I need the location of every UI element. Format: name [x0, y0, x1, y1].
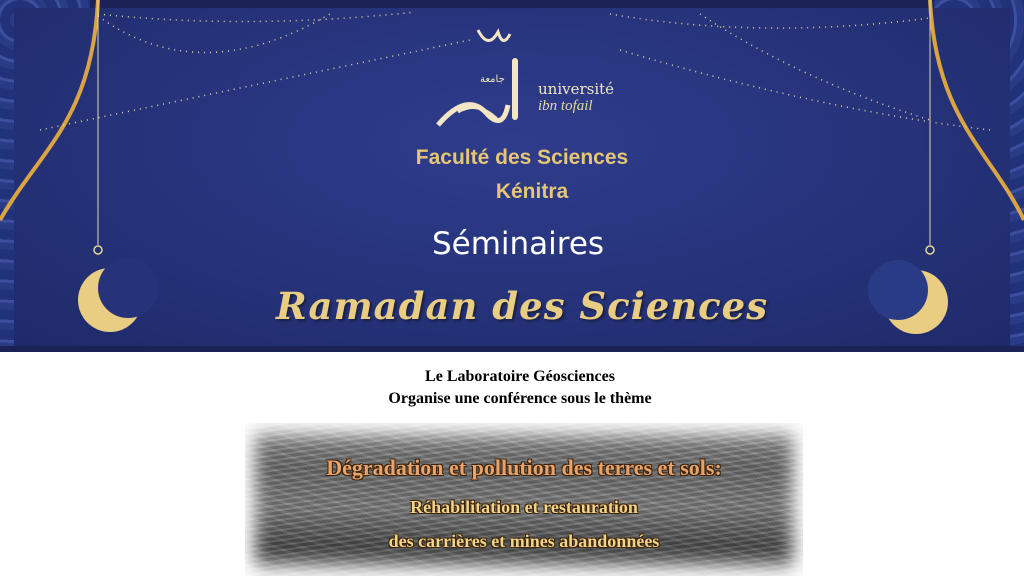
faculty-city: Kénitra: [495, 180, 569, 203]
conference-intro: Organise une conférence sous le thème: [388, 390, 652, 407]
conference-banner-image: [245, 423, 803, 576]
conference-subtitle-line2: des carrières et mines abandonnées: [388, 531, 660, 551]
conference-title: Dégradation et pollution des terres et sols:: [326, 455, 722, 480]
university-name-line2: ibn tofail: [538, 98, 593, 114]
faculty-title: Faculté des Sciences: [415, 146, 629, 169]
seminaires-heading: Séminaires: [431, 226, 605, 262]
image-vignette: [245, 423, 803, 576]
conference-subtitle-line1: Réhabilitation et restauration: [410, 497, 638, 517]
university-name-line1: université: [538, 80, 615, 98]
laboratory-name: Le Laboratoire Géosciences: [425, 368, 615, 385]
event-title: Ramadan des Sciences: [275, 284, 769, 328]
banner-bottom-bar: [0, 346, 1024, 352]
svg-text:جامعة: جامعة: [480, 74, 505, 85]
